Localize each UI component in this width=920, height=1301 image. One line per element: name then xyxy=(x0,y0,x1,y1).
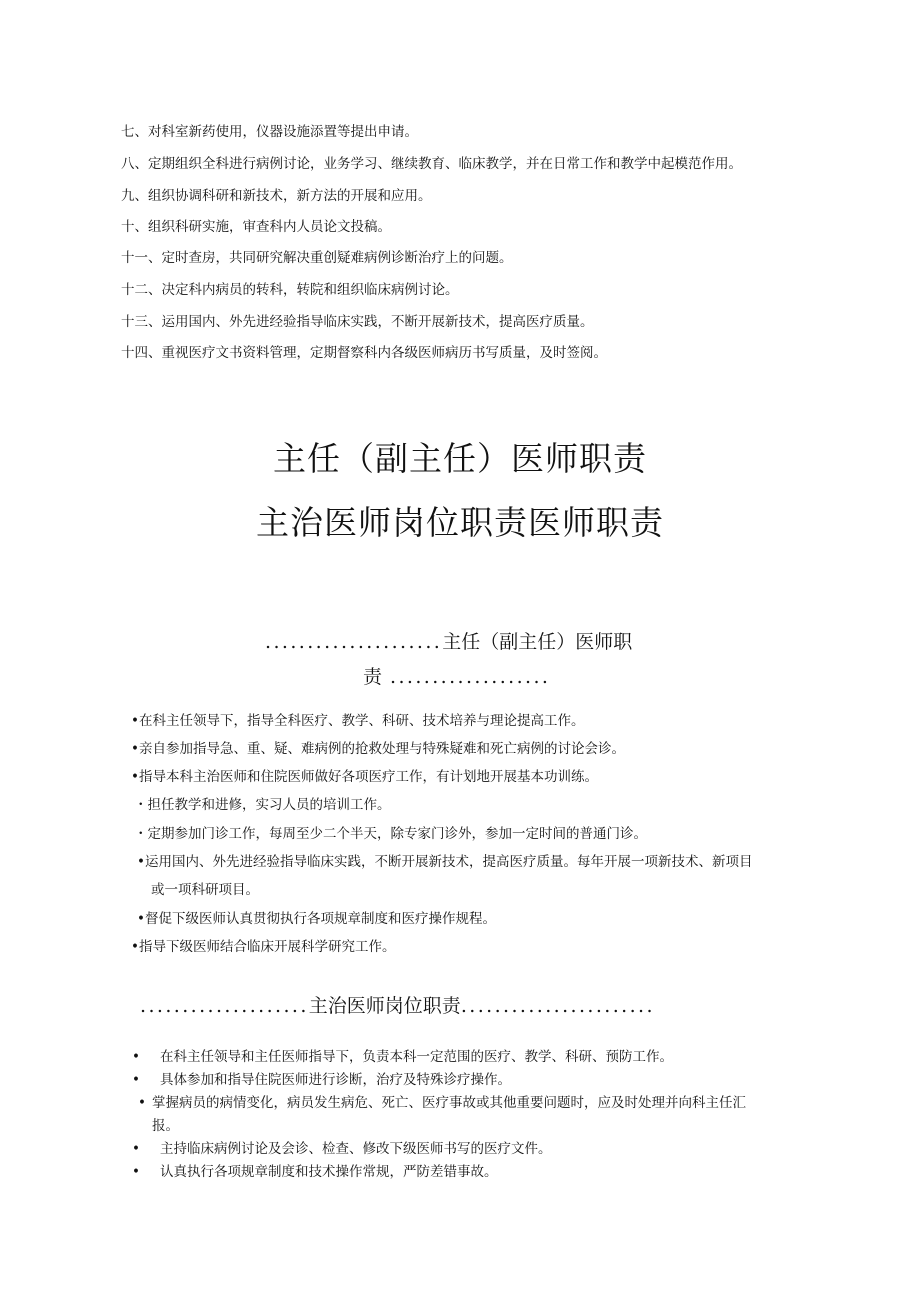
bullet-icon: • xyxy=(132,1072,140,1088)
list-item: • 掌握病员的病情变化，病员发生病危、死亡、医疗事故或其他重要问题时，应及时处理并向科主任汇 xyxy=(138,1095,746,1111)
toc-entry-1-continued[interactable] xyxy=(363,662,550,689)
duty-item-7: 七、对科室新药使用，仪器设施添置等提出申请。 xyxy=(121,124,418,140)
page-title-2: 主治医师岗位职责医师职责 xyxy=(256,503,664,542)
toc-leader-dots: ..................... xyxy=(265,631,443,653)
list-item: •督促下级医师认真贯彻执行各项规章制度和医疗操作规程。 xyxy=(137,911,496,927)
toc-entry-text: 主治医师岗位职责 xyxy=(308,995,461,1017)
toc-leader-dots: ....................... xyxy=(460,995,655,1017)
list-item-continuation: 或一项科研项目。 xyxy=(151,882,259,898)
toc-entry-1[interactable] xyxy=(265,627,632,654)
toc-entry-text: 责 xyxy=(363,666,383,688)
list-item: •在科主任领导下，指导全科医疗、教学、科研、技术培养与理论提高工作。 xyxy=(131,713,585,729)
list-item: • 主持临床病例讨论及会诊、检查、修改下级医师书写的医疗文件。 xyxy=(132,1141,552,1157)
toc-entry-2[interactable] xyxy=(140,991,655,1018)
page-title-1: 主任（副主任）医师职责 xyxy=(273,439,647,478)
list-item: • 具体参加和指导住院医师进行诊断，治疗及特殊诊疗操作。 xyxy=(132,1072,511,1088)
list-item: • 在科主任领导和主任医师指导下，负责本科一定范围的医疗、教学、科研、预防工作。 xyxy=(132,1049,673,1065)
duty-item-11: 十一、定时查房，共同研究解决重创疑难病例诊断治疗上的问题。 xyxy=(121,250,513,266)
list-item: ・定期参加门诊工作，每周至少二个半天，除专家门诊外，参加一定时间的普通门诊。 xyxy=(134,826,647,842)
list-item-continuation: 报。 xyxy=(152,1118,179,1134)
list-item: • 认真执行各项规章制度和技术操作常规，严防差错事故。 xyxy=(132,1164,498,1180)
toc-entry-text: 主任（副主任）医师职 xyxy=(442,631,633,653)
duty-item-12: 十二、决定科内病员的转科，转院和组织临床病例讨论。 xyxy=(121,282,459,298)
list-item: •指导下级医师结合临床开展科学研究工作。 xyxy=(131,939,396,955)
list-item: ・担任教学和进修，实习人员的培训工作。 xyxy=(134,797,391,813)
bullet-icon: • xyxy=(132,1141,140,1157)
duty-item-9: 九、组织协调科研和新技术，新方法的开展和应用。 xyxy=(121,188,432,204)
toc-leader-dots: ................... xyxy=(390,666,551,688)
toc-leader-dots: .................... xyxy=(140,995,309,1017)
list-item: •亲自参加指导急、重、疑、难病例的抢救处理与特殊疑难和死亡病例的讨论会诊。 xyxy=(131,741,625,757)
duty-item-10: 十、组织科研实施，审查科内人员论文投稿。 xyxy=(121,219,391,235)
duty-item-13: 十三、运用国内、外先进经验指导临床实践，不断开展新技术，提高医疗质量。 xyxy=(121,314,594,330)
list-item: •指导本科主治医师和住院医师做好各项医疗工作，有计划地开展基本功训练。 xyxy=(131,769,598,785)
bullet-icon: • xyxy=(132,1164,140,1180)
duty-item-8: 八、定期组织全科进行病例讨论，业务学习、继续教育、临床教学，并在日常工作和教学中起模范作用。 xyxy=(121,156,742,172)
bullet-icon: • xyxy=(132,1049,140,1065)
duty-item-14: 十四、重视医疗文书资料管理，定期督察科内各级医师病历书写质量，及时签阅。 xyxy=(121,345,607,361)
list-item: •运用国内、外先进经验指导临床实践，不断开展新技术，提高医疗质量。每年开展一项新技术、新项目 xyxy=(137,854,753,870)
bullet-icon: • xyxy=(138,1095,146,1111)
